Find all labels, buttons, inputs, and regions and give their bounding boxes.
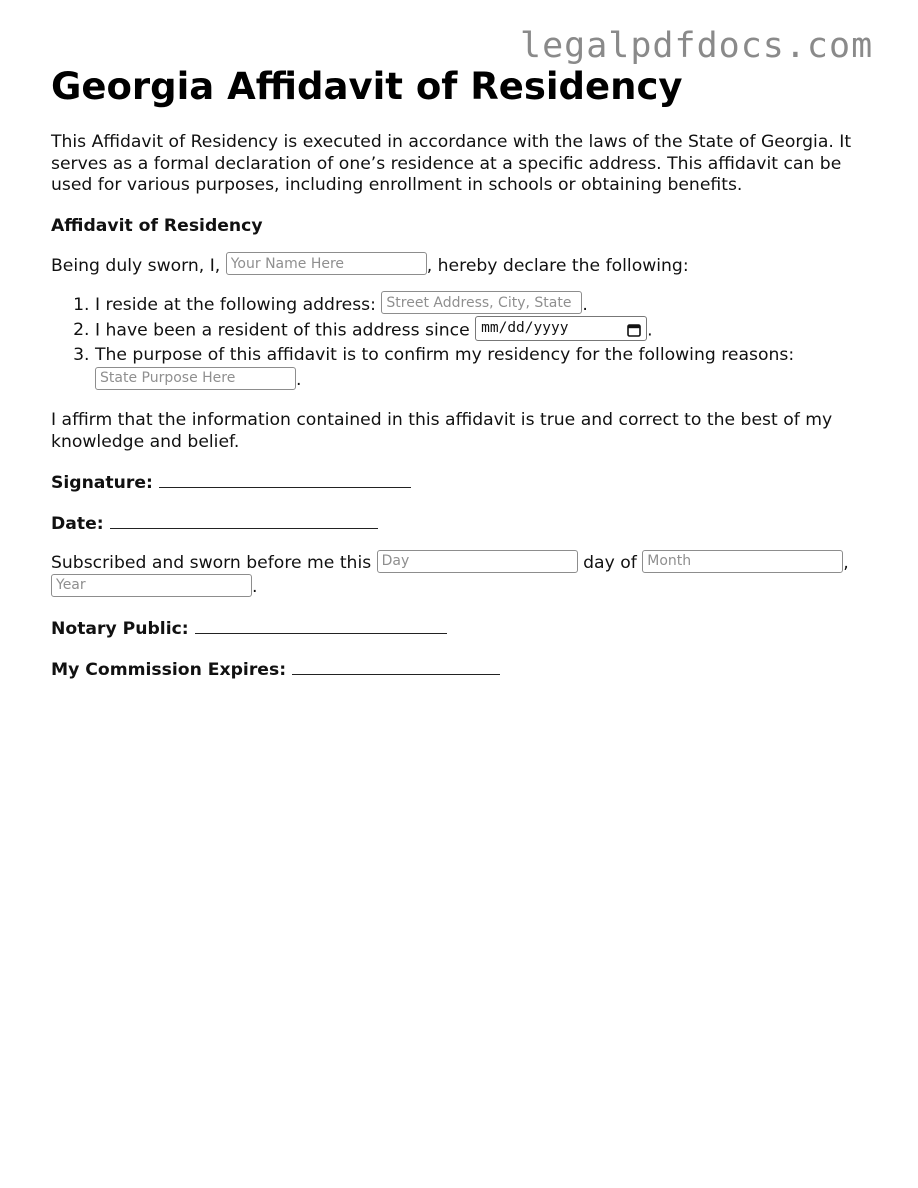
sworn-statement xyxy=(51,253,873,279)
day-of-text: day of xyxy=(583,553,637,573)
purpose-input[interactable] xyxy=(95,367,296,390)
list-item xyxy=(95,318,873,344)
purpose-statement: The purpose of this affidavit is to confirm my residency for the following reasons: xyxy=(95,345,795,365)
month-input[interactable] xyxy=(642,550,843,573)
statement-list xyxy=(51,293,873,394)
intro-paragraph: This Affidavit of Residency is executed in accordance with the laws of the State of Georgia. It serves as a formal declaration of one’s residence at a specific address. This affidavit can be used for various purposes, including enrollment in schools or obtaining benefits. xyxy=(51,132,852,195)
name-input[interactable] xyxy=(226,252,427,275)
period: . xyxy=(296,370,302,390)
document xyxy=(51,62,873,681)
year-input[interactable] xyxy=(51,574,252,597)
section-heading: Affidavit of Residency xyxy=(51,215,263,236)
list-item xyxy=(95,343,873,393)
period: . xyxy=(647,320,653,340)
since-statement: I have been a resident of this address since xyxy=(95,320,470,340)
sworn-suffix: , hereby declare the following: xyxy=(426,255,689,276)
subscribed-prefix: Subscribed and sworn before me this xyxy=(51,553,372,573)
notary-line xyxy=(51,617,873,640)
date-blank xyxy=(110,512,378,529)
signature-blank xyxy=(159,471,411,488)
period: . xyxy=(582,294,588,315)
watermark: legalpdfdocs.com xyxy=(520,26,874,66)
commission-blank xyxy=(292,658,500,675)
subscribed-statement xyxy=(51,551,873,599)
signature-label: Signature: xyxy=(51,473,153,493)
date-line xyxy=(51,512,873,535)
commission-line xyxy=(51,658,873,681)
signature-line xyxy=(51,471,873,494)
calendar-icon[interactable] xyxy=(627,321,641,335)
day-input[interactable] xyxy=(377,550,578,573)
comma: , xyxy=(843,553,849,573)
sworn-prefix: Being duly sworn, I, xyxy=(51,255,221,276)
date-placeholder: mm/dd/yyyy xyxy=(481,319,569,336)
address-input[interactable] xyxy=(381,291,582,314)
residency-date-input[interactable] xyxy=(475,316,647,341)
list-item xyxy=(95,293,873,318)
date-label: Date: xyxy=(51,514,104,534)
notary-label: Notary Public: xyxy=(51,619,189,639)
commission-label: My Commission Expires: xyxy=(51,660,287,680)
affirmation: I affirm that the information contained in this affidavit is true and correct to the best of my knowledge and belief. xyxy=(51,410,833,452)
page-title: Georgia Affidavit of Residency xyxy=(51,65,683,108)
notary-blank xyxy=(195,617,447,634)
period: . xyxy=(252,577,258,597)
address-statement: I reside at the following address: xyxy=(95,294,376,315)
